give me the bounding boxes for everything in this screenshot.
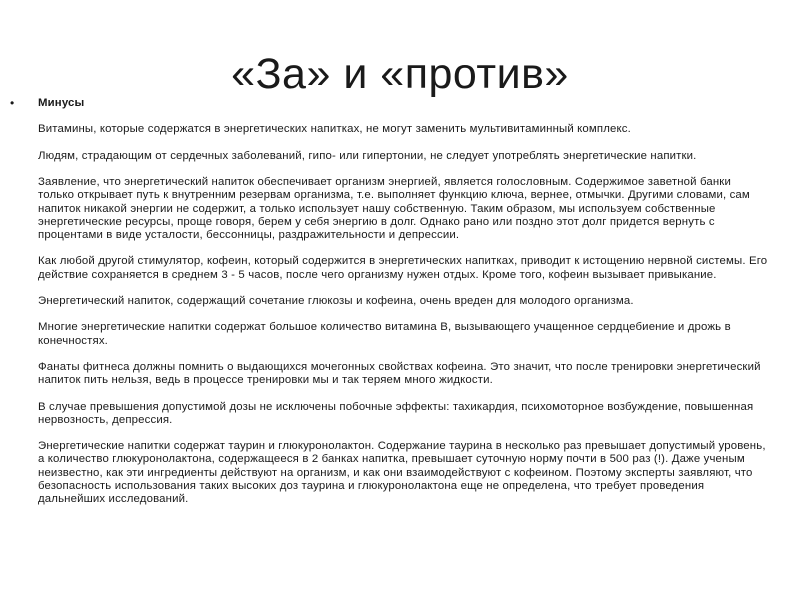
bullet-marker: • <box>10 96 15 110</box>
paragraph-overdose: В случае превышения допустимой дозы не исключены побочные эффекты: тахикардия, психомоторное возбуждение, повышенная нервозность, депрессия. <box>38 400 754 426</box>
paragraph-heart-disease: Людям, страдающим от сердечных заболеваний, гипо- или гипертонии, не следует употреблять энергетические напитки. <box>38 149 697 162</box>
paragraph-fitness: Фанаты фитнеса должны помнить о выдающихся мочегонных свойствах кофеина. Это значит, что после тренировки энергетический напиток пить нельзя, ведь в процессе тренировки мы и так теряем много жидкости. <box>38 360 761 387</box>
slide-title: «За» и «против» <box>231 50 569 98</box>
paragraph-energy-claim: Заявление, что энергетический напиток обеспечивает организм энергией, является голословным. Содержимое заветной банки только открывает путь к внутренним резервам организма, т.е. выполняет функцию ключа, вернее, отмычки. Другими словами, сам напиток никакой энергии не содержит, а только использует нашу собственную. Таким образом, мы используем собственные энергетические ресурсы, проще говоря, берем у себя энергию в долг. Однако рано или поздно этот долг придется вернуть с процентами в виде усталости, бессонницы, раздражительности и депрессии. <box>38 176 750 241</box>
paragraph-vitamins: Витамины, которые содержатся в энергетических напитках, не могут заменить мультивитаминный комплекс. <box>38 123 631 136</box>
section-heading: Минусы <box>38 97 85 109</box>
bullet-list <box>10 97 770 519</box>
paragraph-glucose-caffeine: Энергетический напиток, содержащий сочетание глюкозы и кофеина, очень вреден для молодого организма. <box>38 294 634 307</box>
paragraph-caffeine-stimulant: Как любой другой стимулятор, кофеин, который содержится в энергетических напитках, приводит к истощению нервной системы. Его действие сохраняется в среднем 3 - 5 часов, после чего организму нужен отдых. Кроме того, кофеин вызывает привыкание. <box>38 255 768 281</box>
bullet-body <box>38 97 770 519</box>
paragraph-vitamin-b: Многие энергетические напитки содержат большое количество витамина В, вызывающего учащенное сердцебиение и дрожь в конечностях. <box>38 321 731 347</box>
paragraph-taurine: Энергетические напитки содержат таурин и глюкуронолактон. Содержание таурина в несколько раз превышает допустимый уровень, а количество глюкуронолактона, содержащееся в 2 банках напитка, превышает суточную норму почти в 500 раз (!). Даже ученым неизвестно, как эти ингредиенты действуют на организм, и как они взаимодействуют с кофеином. Поэтому эксперты заявляют, что безопасность использования таких высоких доз таурина и глюкуронолактона еще не определена, что требует проведения дальнейших исследований. <box>38 440 766 505</box>
